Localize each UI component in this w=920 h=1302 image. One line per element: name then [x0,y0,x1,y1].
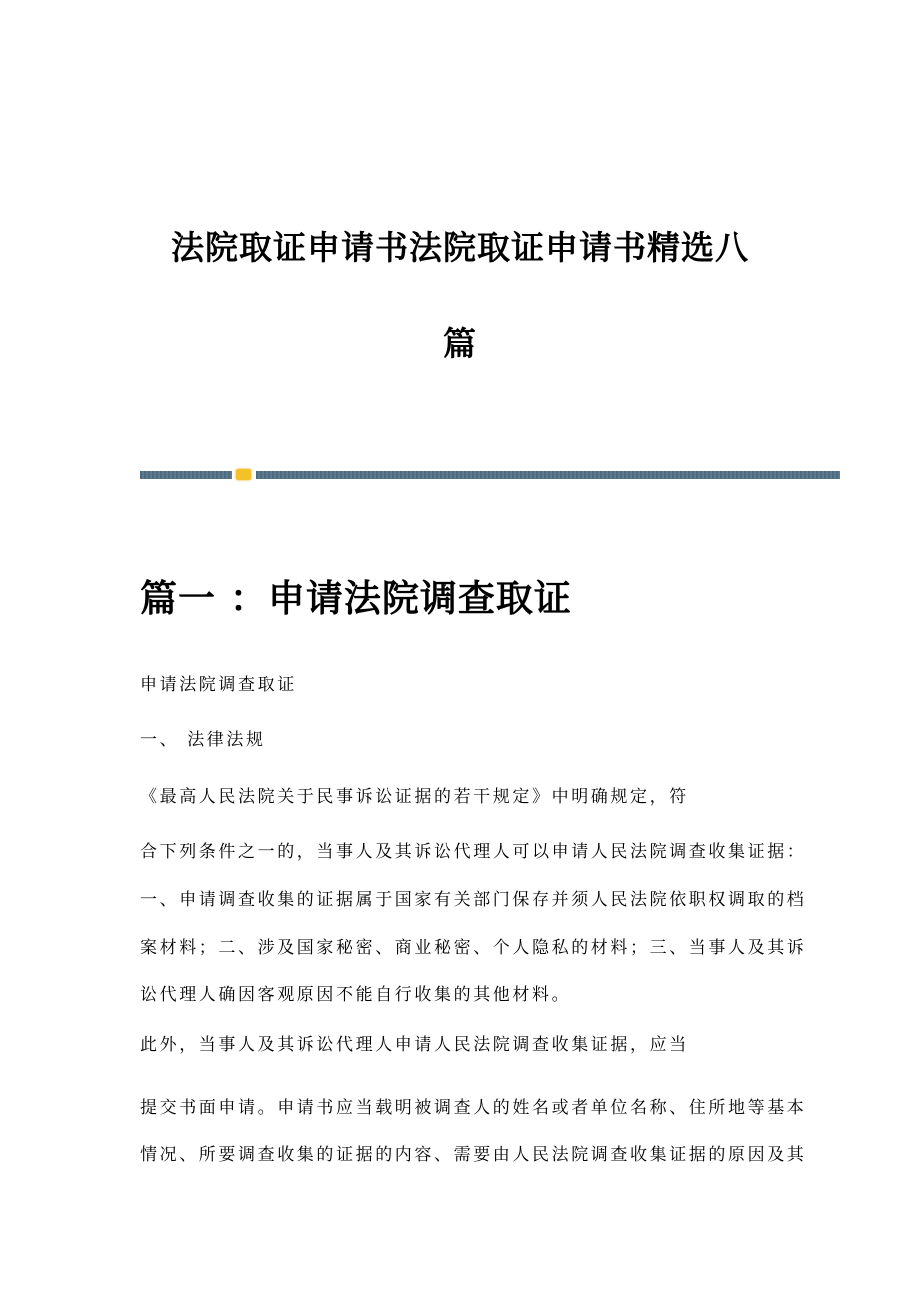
document-title-line-2: 篇 [443,324,477,363]
body-line: 讼代理人确因客观原因不能自行收集的其他材料。 [140,985,572,1005]
section-heading: 篇一 ：申请法院调查取证 [140,577,572,620]
body-line: 合下列条件之一的，当事人及其诉讼代理人可以申请人民法院调查收集证据： [140,842,807,862]
body-line: 案材料；二、涉及国家秘密、商业秘密、个人隐私的材料；三、当事人及其诉 [140,938,807,958]
document-title-line-1: 法院取证申请书法院取证申请书精选八 [171,228,749,267]
divider-right [256,471,840,479]
body-line: 申请法院调查取证 [140,675,297,695]
body-line: 一、申请调查收集的证据属于国家有关部门保存并须人民法院依职权调取的档 [140,890,807,910]
divider-left [140,471,232,479]
body-line: 一、 法律法规 [140,730,266,750]
body-line: 情况、所要调查收集的证据的内容、需要由人民法院调查收集证据的原因及其 [140,1145,807,1165]
body-line: 此外，当事人及其诉讼代理人申请人民法院调查收集证据，应当 [140,1035,689,1055]
divider-ornament-icon [236,469,251,480]
body-line: 《最高人民法院关于民事诉讼证据的若干规定》中明确规定，符 [140,787,689,807]
body-line: 提交书面申请。申请书应当载明被调查人的姓名或者单位名称、住所地等基本 [140,1098,807,1118]
